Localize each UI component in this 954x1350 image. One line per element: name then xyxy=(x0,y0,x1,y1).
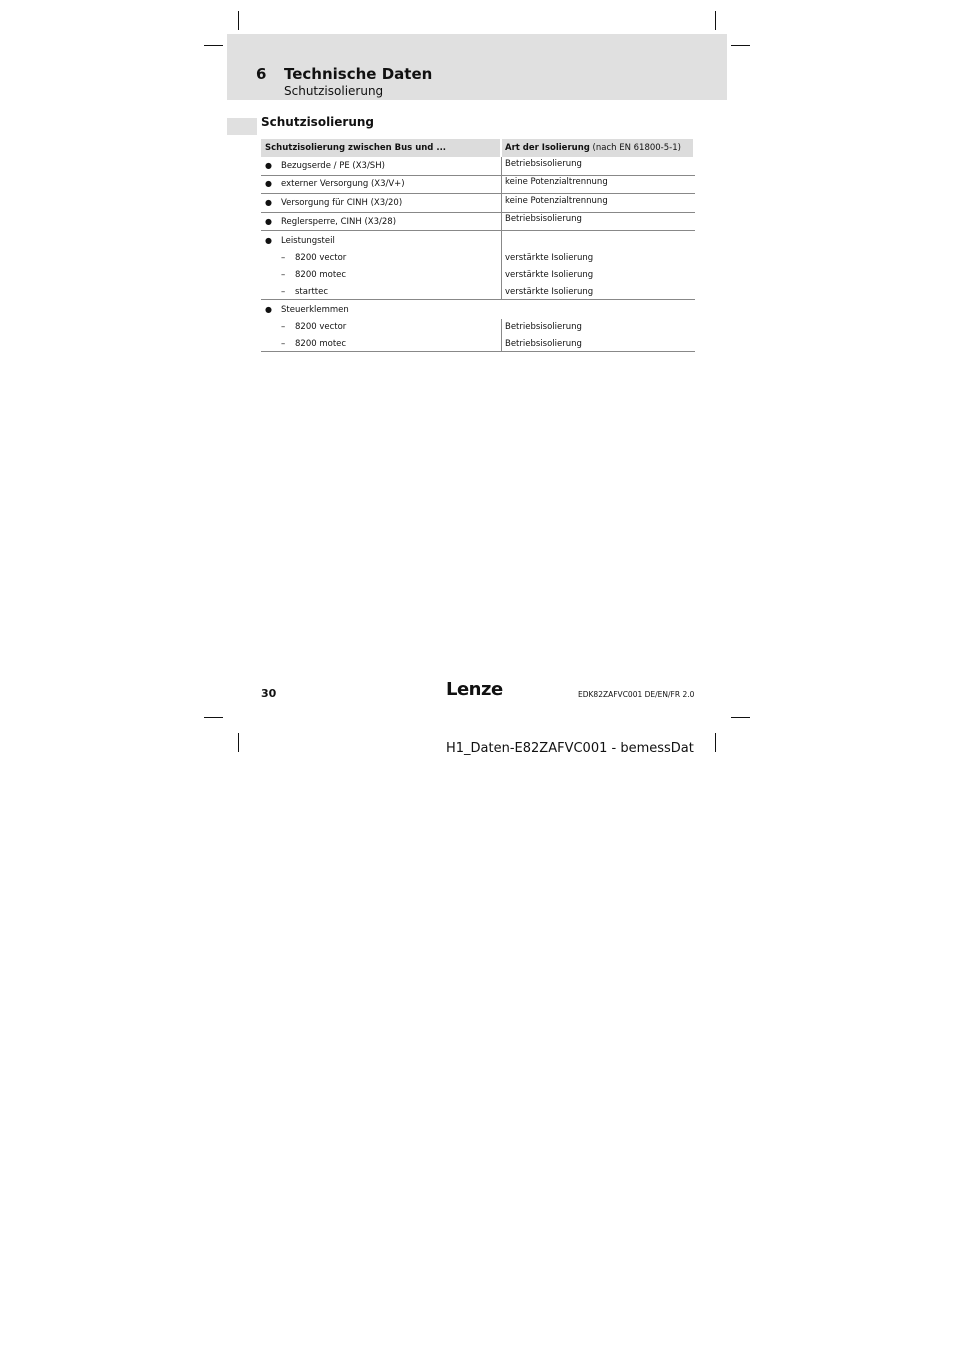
crop-mark xyxy=(731,45,750,46)
file-name: H1_Daten-E82ZAFVC001 - bemessDat xyxy=(446,741,694,756)
bullet-icon: ● xyxy=(265,236,272,245)
row-label: 8200 motec xyxy=(295,339,347,349)
bullet-icon: ● xyxy=(265,217,272,226)
row-value: Betriebsisolierung xyxy=(505,322,582,332)
table-header-col2 xyxy=(502,139,693,157)
row-label: 8200 vector xyxy=(295,253,347,263)
dash-icon: – xyxy=(281,339,286,349)
bullet-icon: ● xyxy=(265,179,272,188)
bullet-icon: ● xyxy=(265,198,272,207)
table-row xyxy=(261,157,695,176)
crop-mark xyxy=(204,717,223,718)
page-number: 30 xyxy=(261,687,277,700)
crop-mark xyxy=(238,733,239,752)
row-value: keine Potenzialtrennung xyxy=(505,196,608,206)
bullet-icon: ● xyxy=(265,305,272,314)
table-header-row xyxy=(261,139,695,157)
crop-mark xyxy=(731,717,750,718)
dash-icon: – xyxy=(281,287,286,297)
row-label: Bezugserde / PE (X3/SH) xyxy=(281,161,385,171)
row-label: externer Versorgung (X3/V+) xyxy=(281,179,405,189)
chapter-title: Technische Daten xyxy=(284,65,433,83)
dash-icon: – xyxy=(281,270,286,280)
table-group-power xyxy=(261,231,695,300)
row-value: keine Potenzialtrennung xyxy=(505,177,608,187)
section-title: Schutzisolierung xyxy=(261,115,375,129)
row-value: verstärkte Isolierung xyxy=(505,253,594,263)
dash-icon: – xyxy=(281,322,286,332)
group-label: Steuerklemmen xyxy=(281,305,349,315)
crop-mark xyxy=(204,45,223,46)
row-label: 8200 motec xyxy=(295,270,347,280)
table-header-col2-bold: Art der Isolierung xyxy=(505,143,590,153)
dash-icon: – xyxy=(281,253,286,263)
crop-mark xyxy=(715,11,716,30)
row-label: starttec xyxy=(295,287,329,297)
row-value: verstärkte Isolierung xyxy=(505,270,594,280)
document-code: EDK82ZAFVC001 DE/EN/FR 2.0 xyxy=(578,690,695,699)
row-value: Betriebsisolierung xyxy=(505,214,582,224)
group-label: Leistungsteil xyxy=(281,236,335,246)
row-label: Reglersperre, CINH (X3/28) xyxy=(281,217,397,227)
table-row xyxy=(261,176,695,194)
table-group-control xyxy=(261,300,695,352)
table-header-col1: Schutzisolierung zwischen Bus und ... xyxy=(261,139,500,157)
row-value: Betriebsisolierung xyxy=(505,339,582,349)
row-value: verstärkte Isolierung xyxy=(505,287,594,297)
table-row xyxy=(261,213,695,231)
table-row xyxy=(261,194,695,213)
row-value: Betriebsisolierung xyxy=(505,159,582,169)
lenze-logo: Lenze xyxy=(446,679,503,700)
row-label: 8200 vector xyxy=(295,322,347,332)
crop-mark xyxy=(715,733,716,752)
bullet-icon: ● xyxy=(265,161,272,170)
table-header-col2-rest: (nach EN 61800-5-1) xyxy=(589,143,681,153)
chapter-subtitle: Schutzisolierung xyxy=(284,84,384,98)
section-marker xyxy=(227,118,257,135)
row-label: Versorgung für CINH (X3/20) xyxy=(281,198,403,208)
crop-mark xyxy=(238,11,239,30)
chapter-number: 6 xyxy=(256,65,267,83)
insulation-table xyxy=(261,139,695,352)
